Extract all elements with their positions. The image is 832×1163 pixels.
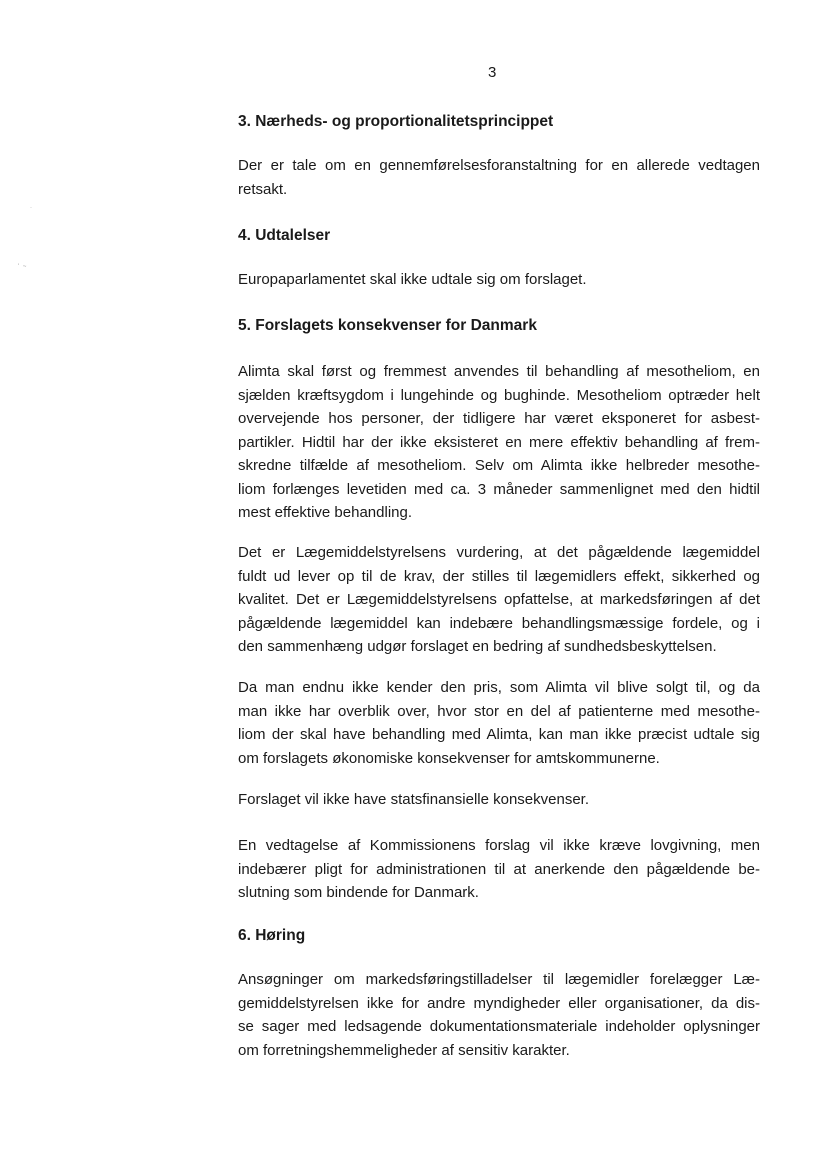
- section-heading-5: 5. Forslagets konsekvenser for Danmark: [238, 317, 537, 334]
- scan-artifact-mark: ' ~: [18, 264, 28, 270]
- section-heading-3: 3. Nærheds- og proportionalitetsprincippet: [238, 113, 554, 130]
- text-line: mest effektive behandling.: [238, 504, 413, 521]
- section-5-paragraph-5: [238, 834, 760, 905]
- text-line: den sammenhæng udgør forslaget en bedring af sundhedsbeskyttelsen.: [238, 638, 717, 655]
- section-5-paragraph-2: [238, 541, 760, 659]
- text-line: En vedtagelse af Kommissionens forslag vil ikke kræve lovgivning, men: [238, 837, 760, 854]
- scan-artifact-mark: ·: [30, 205, 33, 211]
- text-line: partikler. Hidtil har der ikke eksisteret en mere effektiv behandling af frem-: [238, 433, 760, 451]
- text-line: slutning som bindende for Danmark.: [238, 884, 479, 901]
- text-line: Europaparlamentet skal ikke udtale sig om forslaget.: [238, 271, 587, 288]
- section-5-paragraph-1: [238, 360, 760, 525]
- text-line: skredne tilfælde af mesotheliom. Selv om Alimta ikke helbreder mesothe-: [238, 457, 760, 474]
- section-3-paragraph: [238, 154, 760, 201]
- text-line: Da man endnu ikke kender den pris, som Alimta vil blive solgt til, og da: [238, 679, 760, 696]
- text-line: Det er Lægemiddelstyrelsens vurdering, at det pågældende lægemiddel: [238, 544, 760, 561]
- text-line: om forslagets økonomiske konsekvenser for amtskommunerne.: [238, 749, 660, 767]
- text-line: pågældende lægemiddel kan indebære behandlingsmæssige fordele, og i: [238, 614, 760, 632]
- text-line: liom der skal have behandling med Alimta, kan man ikke præcist udtale sig: [238, 726, 760, 743]
- text-line: se sager med ledsagende dokumentationsmateriale indeholder oplysninger: [238, 1018, 760, 1035]
- text-line: Der er tale om en gennemførelsesforanstaltning for en allerede vedtagen: [238, 157, 760, 174]
- text-line: kvalitet. Det er Lægemiddelstyrelsens opfattelse, at markedsføringen af det: [238, 591, 760, 608]
- text-line: Alimta skal først og fremmest anvendes til behandling af mesotheliom, en: [238, 363, 760, 380]
- text-line: om forretningshemmeligheder af sensitiv karakter.: [238, 1041, 570, 1059]
- text-line: liom forlænges levetiden med ca. 3 måneder sammenlignet med den hidtil: [238, 480, 760, 498]
- section-6-paragraph: [238, 968, 760, 1062]
- section-5-paragraph-3: [238, 676, 760, 770]
- section-heading-6: 6. Høring: [238, 927, 306, 944]
- text-line: overvejende hos personer, der tidligere har været eksponeret for asbest-: [238, 410, 760, 427]
- page-number: 3: [488, 64, 497, 81]
- text-line: Ansøgninger om markedsføringstilladelser til lægemidler forelægger Læ-: [238, 971, 760, 988]
- text-line: fuldt ud lever op til de krav, der stilles til lægemidlers effekt, sikkerhed og: [238, 567, 760, 585]
- section-4-paragraph: [238, 268, 760, 292]
- text-line: man ikke har overblik over, hvor stor en del af patienterne med mesothe-: [238, 702, 760, 720]
- text-line: indebærer pligt for administrationen til at anerkende den pågældende be-: [238, 860, 760, 878]
- text-line: gemiddelstyrelsen ikke for andre myndigheder eller organisationer, da dis-: [238, 994, 760, 1012]
- section-heading-4: 4. Udtalelser: [238, 227, 331, 244]
- text-line: Forslaget vil ikke have statsfinansielle konsekvenser.: [238, 791, 590, 808]
- section-5-paragraph-4: [238, 788, 760, 812]
- text-line: sjælden kræftsygdom i lungehinde og bughinde. Mesotheliom optræder helt: [238, 386, 760, 404]
- text-line: retsakt.: [238, 180, 288, 198]
